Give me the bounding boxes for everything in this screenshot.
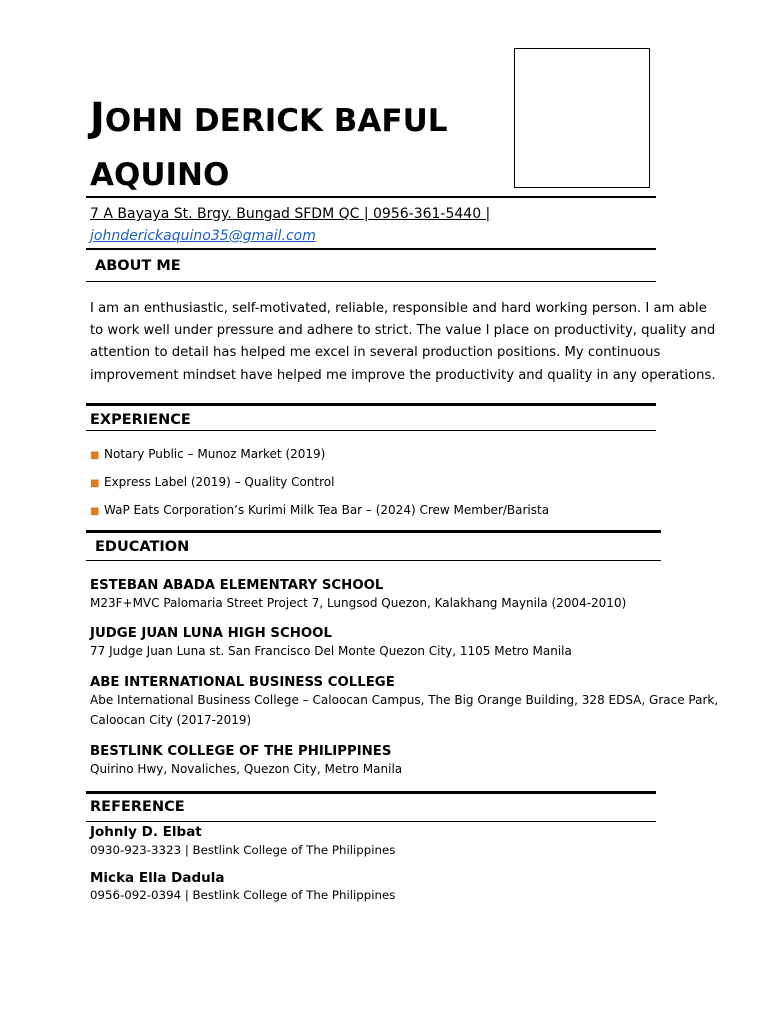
about-line: attention to detail has helped me excel in several production positions. My continuous — [90, 345, 661, 361]
reference-name: Micka Ella Dadula — [90, 870, 225, 886]
name-rest: OHN DERICK BAFUL — [104, 103, 448, 139]
bullet-icon: ■ — [90, 478, 100, 489]
education-top-rule — [86, 530, 661, 533]
school-address: Caloocan City (2017-2019) — [90, 713, 252, 727]
school-name: JUDGE JUAN LUNA HIGH SCHOOL — [90, 626, 332, 641]
name-line-1 — [90, 95, 448, 141]
about-title: ABOUT ME — [95, 258, 181, 274]
contact-line: 7 A Bayaya St. Brgy. Bungad SFDM QC | 0956-361-5440 | — [90, 206, 491, 222]
reference-info: 0956-092-0394 | Bestlink College of The Philippines — [90, 888, 396, 902]
email-link[interactable]: johnderickaquino35@gmail.com — [90, 228, 316, 244]
school-name: ABE INTERNATIONAL BUSINESS COLLEGE — [90, 675, 395, 690]
bullet-icon: ■ — [90, 450, 100, 461]
about-title-divider — [86, 281, 656, 282]
school-name: BESTLINK COLLEGE OF THE PHILIPPINES — [90, 744, 392, 759]
reference-title: REFERENCE — [90, 799, 185, 815]
list-item: ■ WaP Eats Corporation’s Kurimi Milk Tea Bar – (2024) Crew Member/Barista — [90, 502, 549, 520]
school-name: ESTEBAN ABADA ELEMENTARY SCHOOL — [90, 578, 384, 593]
experience-title: EXPERIENCE — [90, 412, 191, 428]
list-item: ■ Express Label (2019) – Quality Control — [90, 474, 334, 492]
about-text — [90, 298, 716, 387]
reference-top-rule — [86, 791, 656, 794]
experience-title-divider — [86, 430, 656, 431]
header-divider — [86, 196, 656, 198]
education-title: EDUCATION — [95, 539, 190, 555]
experience-top-rule — [86, 403, 656, 406]
name-initial: J — [90, 95, 105, 141]
bullet-icon: ■ — [90, 506, 100, 517]
school-address: Abe International Business College – Caloocan Campus, The Big Orange Building, 328 EDSA, Grace Park, — [90, 693, 719, 707]
school-address: M23F+MVC Palomaria Street Project 7, Lungsod Quezon, Kalakhang Maynila (2004-2010) — [90, 596, 627, 610]
about-line: I am an enthusiastic, self-motivated, reliable, responsible and hard working person. I am able — [90, 301, 707, 316]
contact-divider — [86, 248, 656, 250]
photo-placeholder — [514, 48, 650, 188]
reference-info: 0930-923-3323 | Bestlink College of The Philippines — [90, 843, 396, 857]
about-line: improvement mindset have helped me improve the productivity and quality in any operations. — [90, 367, 716, 383]
about-line: to work well under pressure and adhere to strict. The value I place on productivity, quality and — [90, 323, 716, 339]
reference-name: Johnly D. Elbat — [90, 824, 202, 840]
reference-title-divider — [86, 821, 656, 822]
school-address: 77 Judge Juan Luna st. San Francisco Del Monte Quezon City, 1105 Metro Manila — [90, 644, 572, 658]
list-item: ■ Notary Public – Munoz Market (2019) — [90, 446, 325, 464]
education-title-divider — [86, 560, 661, 561]
name-line-2: AQUINO — [90, 157, 230, 193]
school-address: Quirino Hwy, Novaliches, Quezon City, Metro Manila — [90, 762, 403, 776]
